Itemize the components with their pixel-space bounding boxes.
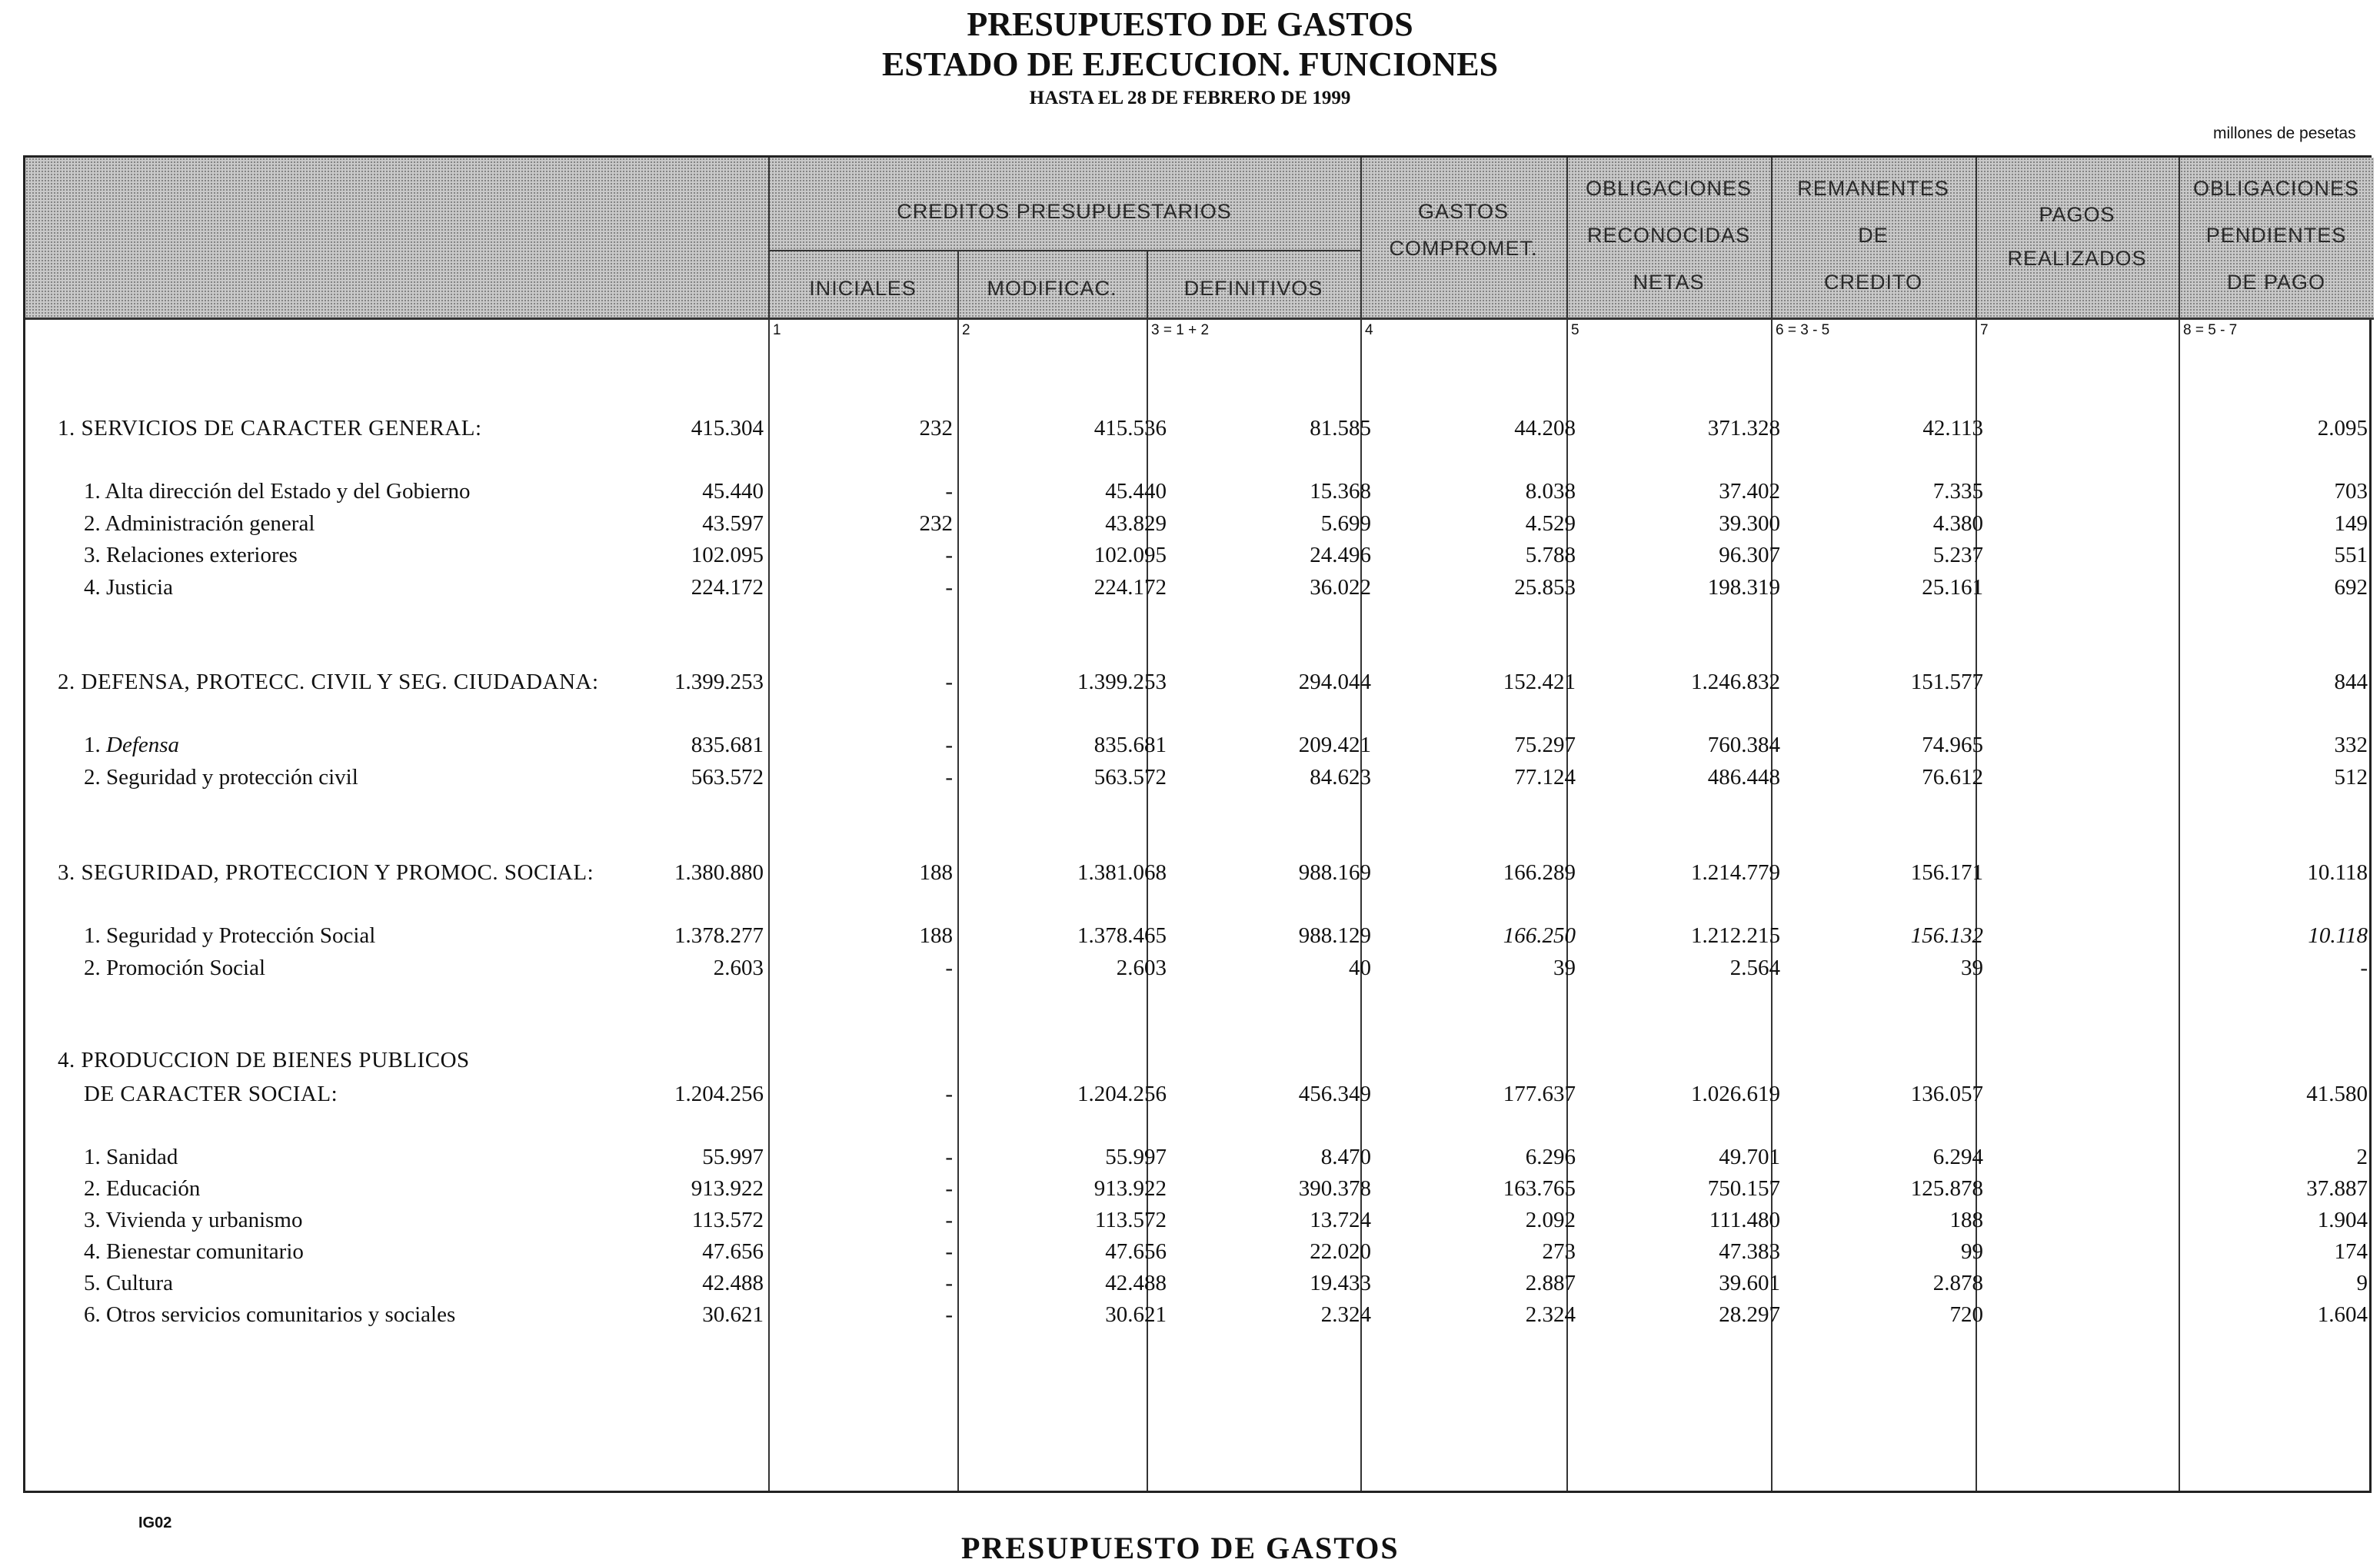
header-remanentes-line3: CREDITO [1823, 271, 1922, 294]
cell-obligaciones: 2.092 [1525, 1208, 1576, 1232]
table-row-group [25, 670, 2374, 700]
cell-modificac: - [945, 1145, 953, 1169]
col-number-1: 1 [773, 322, 781, 338]
row-label: 4. Justicia [84, 575, 173, 600]
row-label-line1: 4. PRODUCCION DE BIENES PUBLICOS [58, 1048, 470, 1072]
table-row [25, 765, 2374, 796]
cell-pendientes: 703 [2334, 479, 2368, 504]
col-number-8: 8 = 5 - 7 [2183, 322, 2238, 338]
cell-pagos: 2.878 [1932, 1271, 1983, 1295]
cell-pagos: 7.335 [1932, 479, 1983, 504]
header-gastos-line1: GASTOS [1417, 200, 1510, 223]
cell-iniciales: 102.095 [691, 543, 764, 567]
row-label: 1. Sanidad [84, 1145, 178, 1169]
cell-remanentes: 39.601 [1719, 1271, 1780, 1295]
header-pendientes-line1: OBLIGACIONES [2192, 177, 2360, 200]
document-title: PRESUPUESTO DE GASTOS [967, 5, 1413, 43]
table-row [25, 1302, 2374, 1333]
cell-modificac: - [945, 1176, 953, 1201]
cell-pagos: 5.237 [1932, 543, 1983, 567]
table-row [25, 1176, 2374, 1207]
page-code: IG02 [138, 1514, 172, 1531]
header-modificac: MODIFICAC. [987, 277, 1117, 300]
table-row [25, 956, 2374, 986]
cell-definitivos: 2.603 [1116, 956, 1167, 980]
cell-gastos: 5.699 [1320, 511, 1371, 536]
cell-remanentes: 760.384 [1707, 733, 1780, 757]
cell-obligaciones: 44.208 [1514, 416, 1576, 441]
cell-pendientes: 512 [2334, 765, 2368, 790]
cell-gastos: 84.623 [1310, 765, 1371, 790]
table-row [25, 733, 2374, 763]
cell-definitivos: 42.488 [1105, 1271, 1167, 1295]
cell-definitivos: 102.095 [1093, 543, 1167, 567]
cell-definitivos: 1.378.465 [1077, 923, 1167, 948]
cell-pendientes: 2 [2356, 1145, 2368, 1169]
units-note: millones de pesetas [2213, 125, 2356, 142]
cell-gastos: 8.470 [1320, 1145, 1371, 1169]
header-bottom-rule [25, 318, 2374, 320]
cell-gastos: 36.022 [1310, 575, 1371, 600]
col-number-6: 6 = 3 - 5 [1776, 322, 1830, 338]
cell-pagos: 39 [1961, 956, 1983, 980]
cell-modificac: 188 [919, 860, 953, 885]
cell-definitivos: 43.829 [1105, 511, 1167, 536]
table-row [25, 575, 2374, 606]
cell-remanentes: 1.212.215 [1691, 923, 1780, 948]
cell-modificac: 232 [919, 511, 953, 536]
table-row-group [25, 860, 2374, 891]
cell-gastos: 81.585 [1310, 416, 1371, 441]
table-row [25, 1239, 2374, 1270]
cell-iniciales: 55.997 [702, 1145, 764, 1169]
cell-modificac: - [945, 479, 953, 504]
row-label: DE CARACTER SOCIAL: [84, 1082, 338, 1106]
cell-pagos: 4.380 [1932, 511, 1983, 536]
header-pendientes-line2: PENDIENTES [2205, 224, 2347, 247]
header-definitivos: DEFINITIVOS [1183, 277, 1323, 300]
cell-pagos: 74.965 [1922, 733, 1983, 757]
cell-gastos: 24.496 [1310, 543, 1371, 567]
cell-pendientes: 1.604 [2317, 1302, 2368, 1327]
cell-pagos: 125.878 [1910, 1176, 1983, 1201]
cell-modificac: - [945, 1208, 953, 1232]
cell-modificac: - [945, 1239, 953, 1264]
cell-modificac: - [945, 733, 953, 757]
cell-remanentes: 111.480 [1709, 1208, 1780, 1232]
cell-pendientes: 332 [2334, 733, 2368, 757]
cell-pendientes: 551 [2334, 543, 2368, 567]
table-row [25, 1208, 2374, 1239]
table-row [25, 543, 2374, 574]
cell-pendientes: 174 [2334, 1239, 2368, 1264]
header-iniciales: INICIALES [809, 277, 917, 300]
cell-remanentes: 39.300 [1719, 511, 1780, 536]
cell-obligaciones: 25.853 [1514, 575, 1576, 600]
cell-remanentes: 1.246.832 [1691, 670, 1780, 694]
cell-definitivos: 47.656 [1105, 1239, 1167, 1264]
col-number-7: 7 [1980, 322, 1989, 338]
cell-iniciales: 1.204.256 [674, 1082, 764, 1106]
cell-remanentes: 2.564 [1729, 956, 1780, 980]
cell-iniciales: 2.603 [713, 956, 764, 980]
cell-modificac: - [945, 670, 953, 694]
cell-obligaciones: 163.765 [1503, 1176, 1576, 1201]
cell-obligaciones: 39 [1553, 956, 1576, 980]
cell-obligaciones: 6.296 [1525, 1145, 1576, 1169]
cell-remanentes: 96.307 [1719, 543, 1780, 567]
cell-iniciales: 1.380.880 [674, 860, 764, 885]
cell-pagos: 156.132 [1910, 923, 1983, 948]
cell-gastos: 19.433 [1310, 1271, 1371, 1295]
cell-pendientes: 1.904 [2317, 1208, 2368, 1232]
cell-pagos: 6.294 [1932, 1145, 1983, 1169]
row-label: 3. Relaciones exteriores [84, 543, 298, 567]
cell-modificac: - [945, 543, 953, 567]
cell-gastos: 390.378 [1298, 1176, 1371, 1201]
header-obligaciones-line2: RECONOCIDAS [1586, 224, 1751, 247]
cell-pagos: 720 [1949, 1302, 1983, 1327]
cell-obligaciones: 152.421 [1503, 670, 1576, 694]
cell-iniciales: 45.440 [702, 479, 764, 504]
cell-obligaciones: 166.250 [1503, 923, 1576, 948]
cell-definitivos: 113.572 [1094, 1208, 1167, 1232]
cell-iniciales: 30.621 [702, 1302, 764, 1327]
cell-remanentes: 47.383 [1719, 1239, 1780, 1264]
cell-pagos: 25.161 [1922, 575, 1983, 600]
cell-definitivos: 835.681 [1093, 733, 1167, 757]
cell-definitivos: 30.621 [1105, 1302, 1167, 1327]
cell-obligaciones: 2.324 [1525, 1302, 1576, 1327]
cell-obligaciones: 8.038 [1525, 479, 1576, 504]
row-label: 2. DEFENSA, PROTECC. CIVIL Y SEG. CIUDADANA: [58, 670, 599, 694]
cell-gastos: 2.324 [1320, 1302, 1371, 1327]
cell-pendientes: 10.118 [2307, 860, 2368, 885]
document-subtitle: ESTADO DE EJECUCION. FUNCIONES [881, 45, 1499, 83]
cell-modificac: - [945, 575, 953, 600]
header-obligaciones-line1: OBLIGACIONES [1585, 177, 1753, 200]
cell-modificac: - [945, 1302, 953, 1327]
cell-remanentes: 1.026.619 [1691, 1082, 1780, 1106]
cell-modificac: - [945, 956, 953, 980]
cell-iniciales: 224.172 [691, 575, 764, 600]
col-number-4: 4 [1365, 322, 1373, 338]
header-pagos-line2: REALIZADOS [2007, 247, 2147, 270]
row-label: 3. Vivienda y urbanismo [84, 1208, 303, 1232]
cell-definitivos: 1.204.256 [1077, 1082, 1167, 1106]
row-label: 2. Seguridad y protección civil [84, 765, 358, 790]
cell-gastos: 40 [1349, 956, 1371, 980]
cell-iniciales: 563.572 [691, 765, 764, 790]
cell-remanentes: 1.214.779 [1691, 860, 1780, 885]
cell-definitivos: 563.572 [1093, 765, 1167, 790]
header-obligaciones-line3: NETAS [1633, 271, 1705, 294]
table-row [25, 1145, 2374, 1175]
table-row [25, 1271, 2374, 1302]
cell-pagos: 151.577 [1910, 670, 1983, 694]
cell-iniciales: 47.656 [702, 1239, 764, 1264]
table-row [25, 923, 2374, 954]
cell-obligaciones: 273 [1542, 1239, 1576, 1264]
table-row-group [25, 416, 2374, 447]
cell-iniciales: 1.399.253 [674, 670, 764, 694]
header-pagos-line1: PAGOS [2039, 203, 2115, 226]
table-row-group [25, 1082, 2374, 1112]
cell-gastos: 13.724 [1310, 1208, 1371, 1232]
cell-definitivos: 1.399.253 [1077, 670, 1167, 694]
cell-remanentes: 49.701 [1719, 1145, 1780, 1169]
cell-pagos: 76.612 [1922, 765, 1983, 790]
cell-iniciales: 913.922 [691, 1176, 764, 1201]
cell-obligaciones: 75.297 [1514, 733, 1576, 757]
header-creditos-presupuestarios: CREDITOS PRESUPUESTARIOS [897, 200, 1232, 223]
cell-gastos: 22.020 [1310, 1239, 1371, 1264]
cell-remanentes: 750.157 [1707, 1176, 1780, 1201]
row-label: 1. Seguridad y Protección Social [84, 923, 376, 948]
header-subdivider [768, 250, 1360, 251]
row-label: 2. Administración general [84, 511, 315, 536]
cell-remanentes: 198.319 [1707, 575, 1780, 600]
row-label: 5. Cultura [84, 1271, 173, 1295]
cell-gastos: 15.368 [1310, 479, 1371, 504]
cell-gastos: 294.044 [1298, 670, 1371, 694]
cell-pendientes: - [2360, 956, 2368, 980]
cell-iniciales: 835.681 [691, 733, 764, 757]
cell-pagos: 136.057 [1910, 1082, 1983, 1106]
cell-pendientes: 37.887 [2306, 1176, 2368, 1201]
cell-iniciales: 42.488 [702, 1271, 764, 1295]
cell-remanentes: 486.448 [1707, 765, 1780, 790]
cell-gastos: 988.169 [1298, 860, 1371, 885]
cell-iniciales: 415.304 [691, 416, 764, 441]
cell-modificac: - [945, 765, 953, 790]
header-remanentes-line1: REMANENTES [1797, 177, 1949, 200]
cell-pendientes: 41.580 [2306, 1082, 2368, 1106]
cell-modificac: - [945, 1082, 953, 1106]
cell-gastos: 988.129 [1298, 923, 1371, 948]
header-shade-label [25, 158, 768, 319]
cell-gastos: 209.421 [1298, 733, 1371, 757]
cell-definitivos: 415.536 [1093, 416, 1167, 441]
row-label: 2. Educación [84, 1176, 201, 1201]
cell-definitivos: 45.440 [1105, 479, 1167, 504]
cell-definitivos: 224.172 [1093, 575, 1167, 600]
cell-iniciales: 1.378.277 [674, 923, 764, 948]
cell-obligaciones: 166.289 [1503, 860, 1576, 885]
row-label: 6. Otros servicios comunitarios y sociales [84, 1302, 456, 1327]
cell-pendientes: 149 [2334, 511, 2368, 536]
header-pendientes-line3: DE PAGO [2226, 271, 2326, 294]
cell-obligaciones: 4.529 [1525, 511, 1576, 536]
cell-modificac: - [945, 1271, 953, 1295]
row-label: 1. SERVICIOS DE CARACTER GENERAL: [58, 416, 482, 441]
table-row [25, 479, 2374, 510]
cell-pendientes: 10.118 [2308, 923, 2368, 948]
row-label-number: 1. [84, 733, 101, 757]
row-label: 4. Bienestar comunitario [84, 1239, 304, 1264]
cell-definitivos: 913.922 [1093, 1176, 1167, 1201]
cell-iniciales: 113.572 [691, 1208, 764, 1232]
cell-remanentes: 37.402 [1719, 479, 1780, 504]
report-date: HASTA EL 28 DE FEBRERO DE 1999 [1029, 88, 1351, 108]
cell-modificac: 232 [919, 416, 953, 441]
cell-pagos: 188 [1949, 1208, 1983, 1232]
cell-gastos: 456.349 [1298, 1082, 1371, 1106]
row-label [84, 733, 179, 758]
cell-modificac: 188 [919, 923, 953, 948]
table-row-group-heading [25, 1048, 2374, 1079]
cell-pagos: 156.171 [1910, 860, 1983, 885]
col-number-5: 5 [1571, 322, 1579, 338]
row-label: 2. Promoción Social [84, 956, 266, 980]
cell-pendientes: 9 [2356, 1271, 2368, 1295]
cell-iniciales: 43.597 [702, 511, 764, 536]
execution-table [23, 155, 2372, 1493]
cell-definitivos: 55.997 [1105, 1145, 1167, 1169]
cell-pendientes: 2.095 [2317, 416, 2368, 441]
cell-pagos: 99 [1961, 1239, 1983, 1264]
row-label: 3. SEGURIDAD, PROTECCION Y PROMOC. SOCIAL: [58, 860, 594, 885]
cell-pendientes: 692 [2334, 575, 2368, 600]
cell-definitivos: 1.381.068 [1077, 860, 1167, 885]
row-label-text: Defensa [106, 733, 180, 757]
row-label: 1. Alta dirección del Estado y del Gobierno [84, 479, 471, 504]
cell-remanentes: 28.297 [1719, 1302, 1780, 1327]
cell-pagos: 42.113 [1922, 416, 1983, 441]
cell-remanentes: 371.328 [1707, 416, 1780, 441]
col-number-2: 2 [962, 322, 970, 338]
cell-obligaciones: 177.637 [1503, 1082, 1576, 1106]
cell-pendientes: 844 [2334, 670, 2368, 694]
cell-obligaciones: 2.887 [1525, 1271, 1576, 1295]
table-row [25, 511, 2374, 542]
cell-obligaciones: 5.788 [1525, 543, 1576, 567]
header-gastos-line2: COMPROMET. [1389, 237, 1538, 260]
next-page-title: PRESUPUESTO DE GASTOS [961, 1531, 1400, 1565]
col-number-3: 3 = 1 + 2 [1151, 322, 1210, 338]
cell-obligaciones: 77.124 [1514, 765, 1576, 790]
header-remanentes-line2: DE [1858, 224, 1889, 247]
